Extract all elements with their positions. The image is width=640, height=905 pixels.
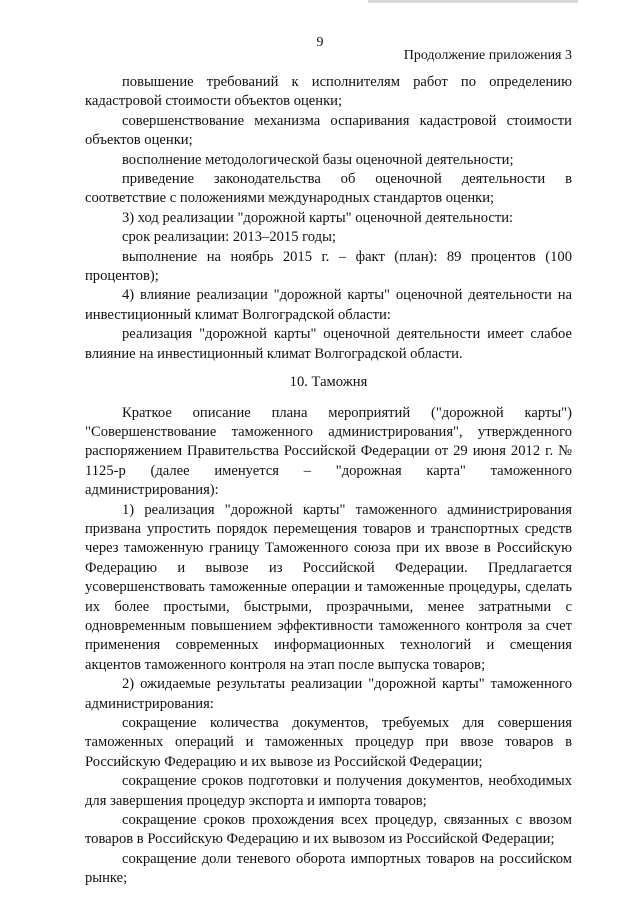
paragraph: 2) ожидаемые результаты реализации "дорожной карты" таможенного администрирования: (85, 676, 572, 712)
paragraph: приведение законодательства об оценочной деятельности в соответствие с положениями международных стандартов оценки; (85, 171, 572, 207)
paragraph: сокращение количества документов, требуемых для совершения таможенных операций и таможенных процедур при ввозе товаров в Российскую Федерацию и их вывозе из Российской Федерации; (85, 715, 572, 770)
paragraph: 1) реализация "дорожной карты" таможенного администрирования призвана упростить порядок перемещения товаров и транспортных средств через таможенную границу Таможенного союза при их ввозе в Российскую Федерацию и вывозе из Российской Федерации. Предлагается усовершенствовать таможенные операции и таможенные процедуры, сделать их более простыми, быстрыми, прозрачными, менее затратными с одновременным повышением эффективности таможенного контроля за счет применения современных информационных технологий и смещения акцентов таможенного контроля на этап после выпуска товаров; (85, 501, 572, 673)
paragraph: совершенствование механизма оспаривания кадастровой стоимости объектов оценки; (85, 112, 572, 149)
paragraph: 4) влияние реализации "дорожной карты" оценочной деятельности на инвестиционный климат Волгоградской области: (85, 287, 572, 323)
paragraph: повышение требований к исполнителям работ по определению кадастровой стоимости объектов оценки; (85, 74, 572, 110)
page-number: 9 (316, 35, 324, 50)
appendix-continuation-note: Продолжение приложения 3 (403, 48, 572, 63)
paragraph: 3) ход реализации "дорожной карты" оценочной деятельности: (122, 209, 514, 226)
paragraph: реализация "дорожной карты" оценочной деятельности имеет слабое влияние на инвестиционный климат Волгоградской области. (85, 326, 572, 362)
section-heading: 10. Таможня (289, 374, 368, 391)
scan-edge-mark (368, 0, 578, 3)
paragraph: сокращение сроков подготовки и получения документов, необходимых для завершения процедур экспорта и импорта товаров; (85, 773, 572, 809)
document-body (85, 73, 572, 889)
paragraph: выполнение на ноябрь 2015 г. – факт (план): 89 процентов (100 процентов); (85, 248, 572, 285)
paragraph: Краткое описание плана мероприятий ("дорожной карты") "Совершенствование таможенного администрирования", утвержденного распоряжением Правительства Российской Федерации от 29 июня 2012 г. № 1125-р (далее именуется – "дорожная карта" таможенного администрирования): (85, 404, 572, 499)
paragraph: сокращение сроков прохождения всех процедур, связанных с ввозом товаров в Российскую Федерацию и их вывозом из Российской Федерации; (85, 812, 572, 848)
paragraph: восполнение методологической базы оценочной деятельности; (122, 151, 514, 168)
paragraph: срок реализации: 2013–2015 годы; (122, 229, 336, 246)
paragraph: сокращение доли теневого оборота импортных товаров на российском рынке; (85, 850, 572, 887)
